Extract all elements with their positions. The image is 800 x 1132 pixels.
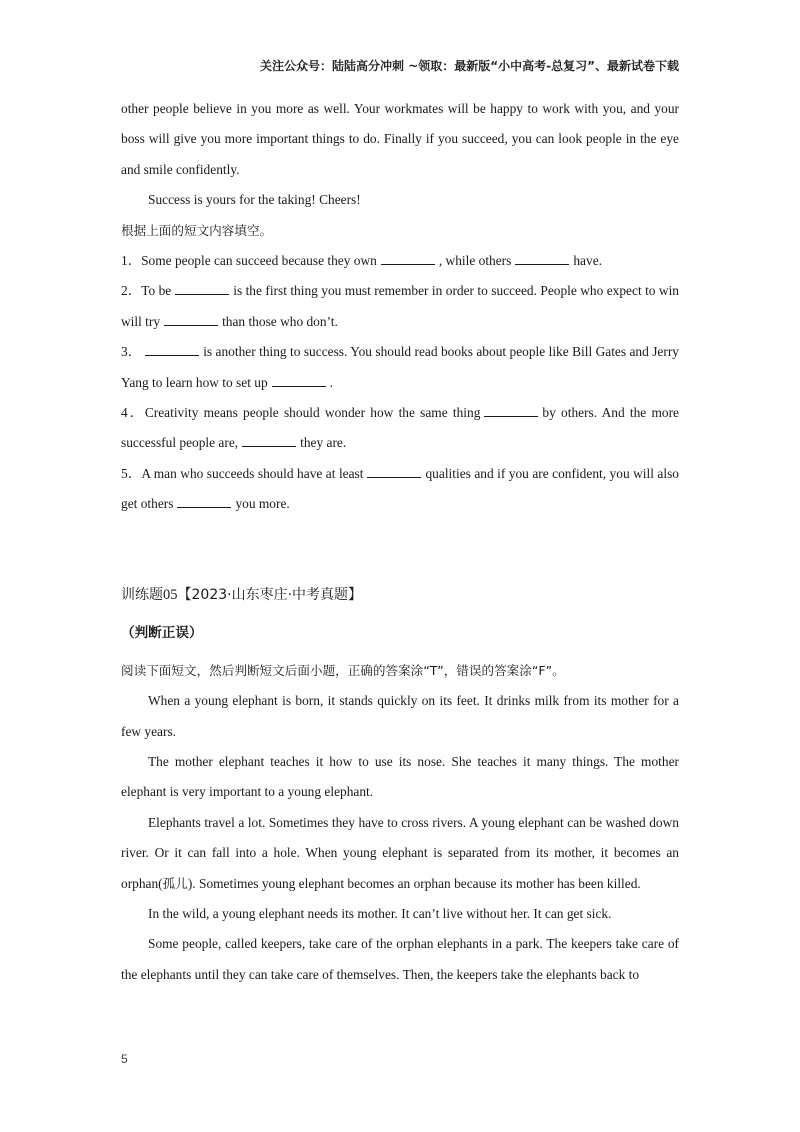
passage-paragraph: Elephants travel a lot. Sometimes they have to cross rivers. A young elephant can be washed down river. Or it can fall into a hole. When young elephant is separated from its mother, it becomes an orphan(孤儿). Sometimes young elephant becomes an orphan because its mother has been killed. [121, 814, 679, 891]
page-content [121, 94, 679, 990]
answer-blank[interactable] [515, 252, 569, 265]
section-subtitle: （判断正误） [121, 624, 203, 641]
passage-paragraph: When a young elephant is born, it stands quickly on its feet. It drinks milk from its mother for a few years. [121, 693, 679, 739]
section-title: 训练题05【2023·山东枣庄·中考真题】 [121, 586, 363, 603]
passage-paragraph: other people believe in you more as well. Your workmates will be happy to work with you, and your boss will give you more important things to do. Finally if you succeed, you can look people in the eye and smile confidently. [121, 101, 679, 177]
fill-in-instruction: 根据上面的短文内容填空。 [121, 222, 273, 238]
answer-blank[interactable] [177, 495, 231, 508]
answer-blank[interactable] [367, 465, 421, 478]
question-4: 4．Creativity means people should wonder how the same thing by others. And the more successful people are, they are. [121, 405, 679, 451]
answer-blank[interactable] [175, 282, 229, 295]
question-1: 1．Some people can succeed because they own , while others have. [121, 253, 602, 269]
question-number: 4． [121, 405, 145, 421]
question-number: 5． [121, 465, 142, 481]
page-header: 关注公众号：陆陆高分冲刺 ~领取：最新版“小中高考-总复习”、最新试卷下载 [260, 59, 679, 73]
answer-blank[interactable] [164, 313, 218, 326]
answer-blank[interactable] [381, 252, 435, 265]
passage-paragraph: In the wild, a young elephant needs its mother. It can’t live without her. It can get sick. [148, 905, 612, 921]
answer-blank[interactable] [484, 404, 538, 417]
section-gap [121, 520, 679, 568]
question-2: 2．To be is the first thing you must remember in order to succeed. People who expect to win will try than those who don’t. [121, 283, 679, 329]
page-number: 5 [121, 1052, 128, 1066]
answer-blank[interactable] [145, 343, 199, 356]
question-5: 5．A man who succeeds should have at least qualities and if you are confident, you will also get others you more. [121, 465, 679, 512]
section-instruction: 阅读下面短文，然后判断短文后面小题，正确的答案涂“T”，错误的答案涂“F”。 [121, 662, 565, 678]
question-number: 1． [121, 253, 142, 269]
passage-paragraph: The mother elephant teaches it how to use its nose. She teaches it many things. The mother elephant is very important to a young elephant. [121, 753, 679, 800]
passage-paragraph: Success is yours for the taking! Cheers! [148, 192, 361, 208]
question-number: 3． [121, 344, 142, 360]
answer-blank[interactable] [272, 374, 326, 387]
answer-blank[interactable] [242, 434, 296, 447]
question-number: 2． [121, 283, 142, 299]
passage-paragraph: Some people, called keepers, take care of the orphan elephants in a park. The keepers take care of the elephants until they can take care of themselves. Then, the keepers take the elephants back to [121, 936, 679, 982]
question-3: 3． is another thing to success. You should read books about people like Bill Gates and Jerry Yang to learn how to set up . [121, 344, 679, 390]
